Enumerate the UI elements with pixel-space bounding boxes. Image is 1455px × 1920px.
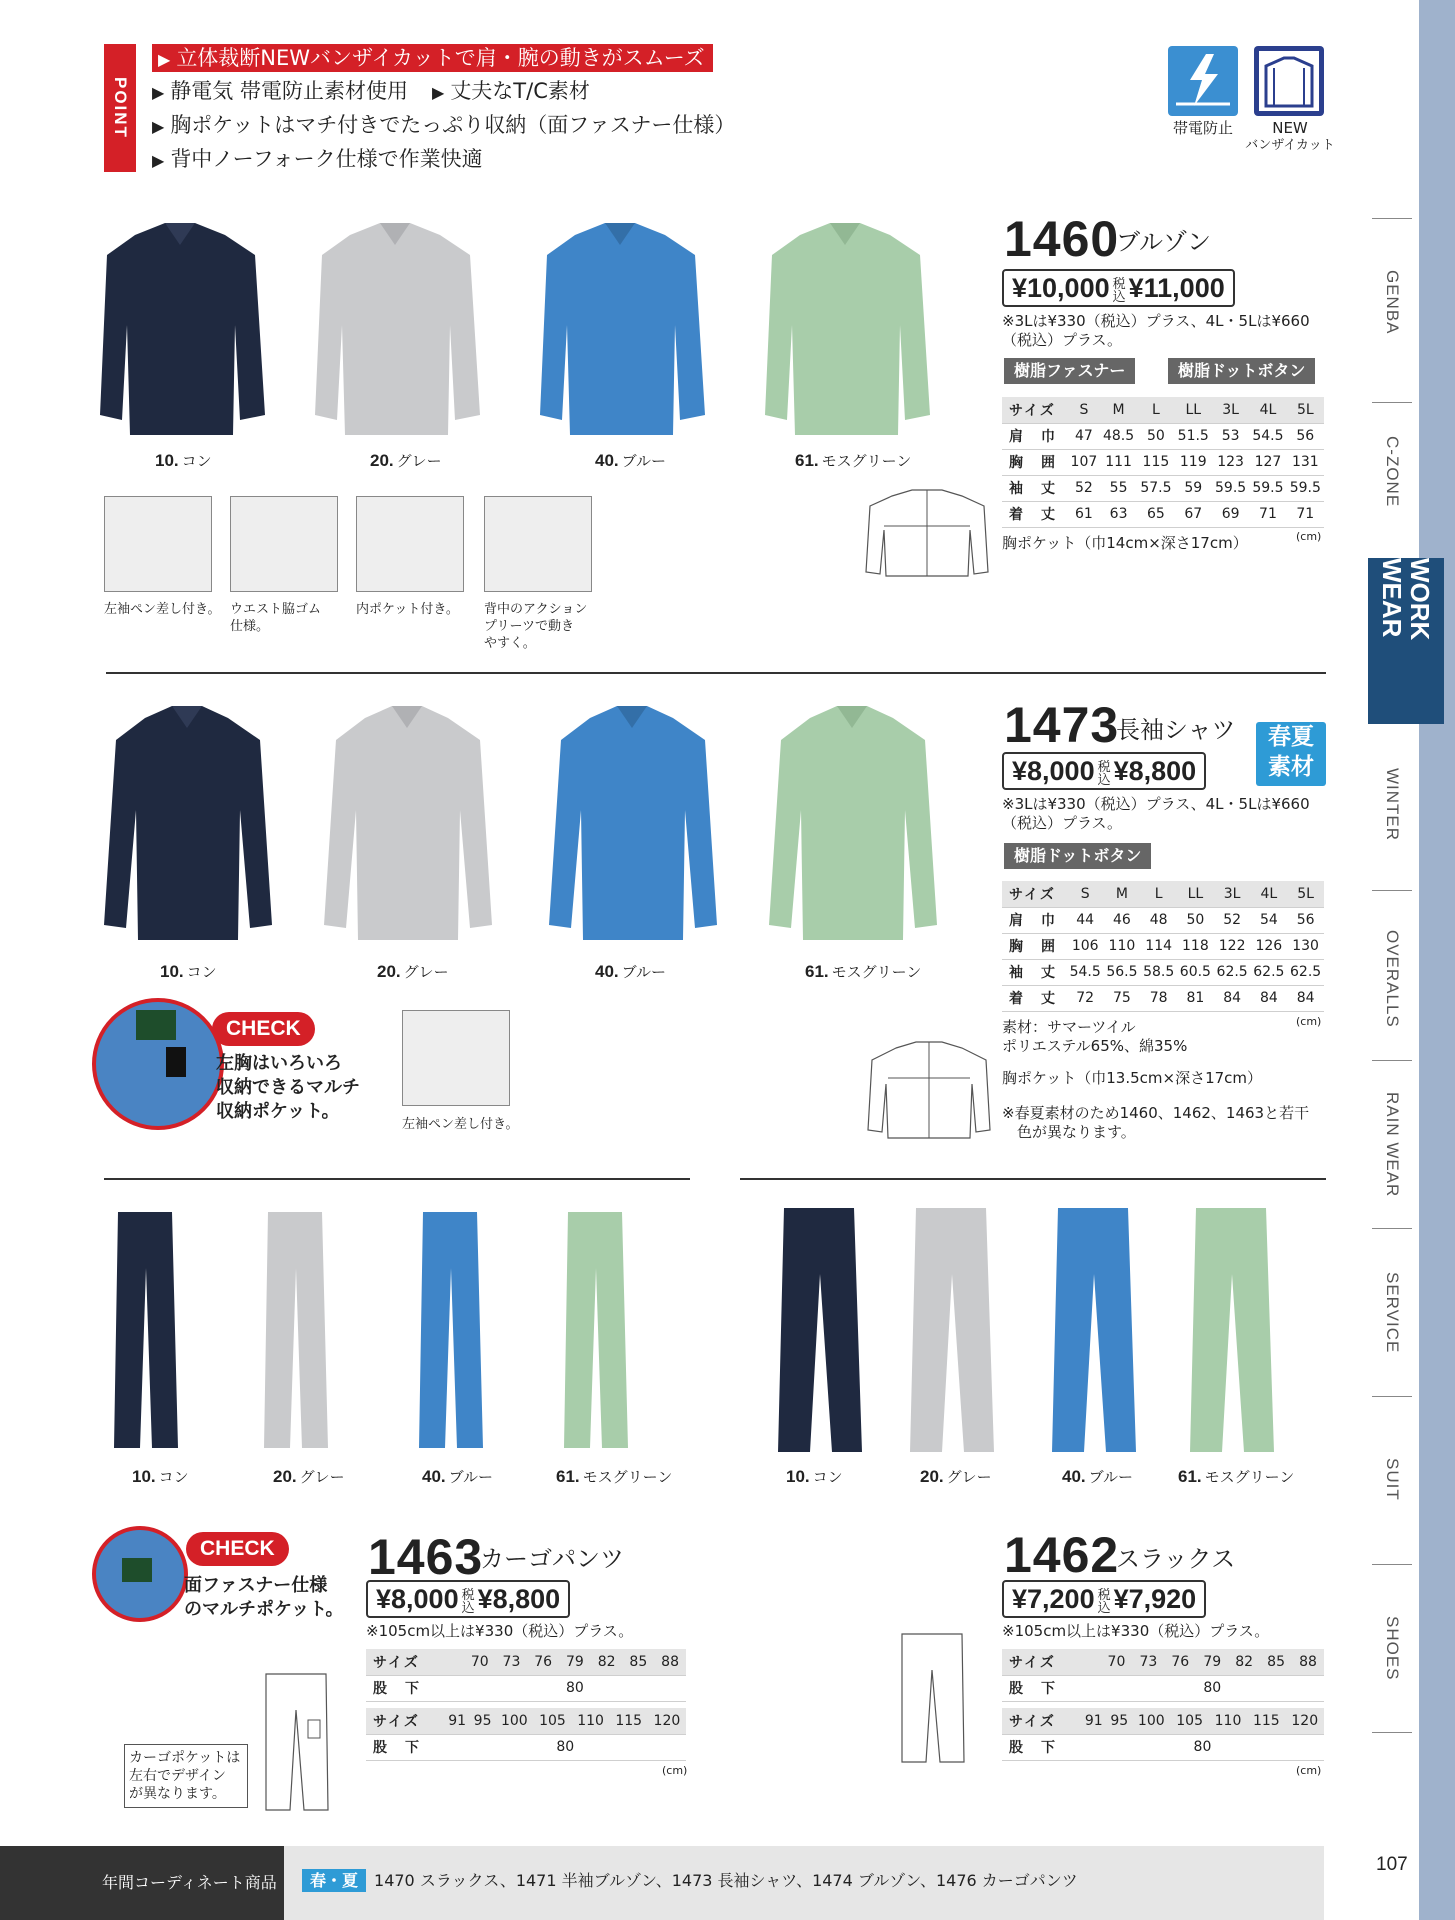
sidebar-stripe [1419,0,1455,1920]
sidebar-separator [1372,890,1412,891]
price-1463: ¥8,000 税 込 ¥8,800 [366,1580,570,1618]
sidebar-item-genba[interactable]: GENBA [1383,270,1402,335]
shirt-grey [324,706,492,940]
price-1473: ¥8,000 税 込 ¥8,800 [1002,752,1206,790]
sidebar-item-winter[interactable]: WINTER [1383,768,1402,842]
color-label-moss-1473: 61. モスグリーン [805,962,922,981]
size-table-1463-b: サイズ 91 95 100 105 110 115 120 股 下 80 [366,1708,686,1761]
detail-caption-4: 背中のアクション プリーツで動き やすく。 [484,602,588,651]
season-badge-1473: 春夏 素材 [1256,722,1326,786]
pocket-1460: 胸ポケット（巾14cm×深さ17cm） [1002,534,1248,552]
color-label-navy-1463: 10. コン [132,1467,189,1486]
pocket-1473: 胸ポケット（巾13.5cm×深さ17cm） [1002,1069,1263,1087]
slacks-moss [1190,1208,1274,1452]
detail-photo-back-pleat [484,496,592,592]
detail-photo-pen-slot [104,496,212,592]
tag-resin-dot-button-1473: 樹脂ドットボタン [1004,843,1151,869]
note-1473: ※3Lは¥330（税込）プラス、4L・5Lは¥660 （税込）プラス。 [1002,795,1310,832]
point-tab: POINT [104,44,136,172]
cargo-moss [564,1212,628,1448]
pants-1463-images [110,1208,700,1458]
check-label-1473: CHECK [212,1012,315,1046]
jacket-navy [100,223,265,435]
jacket-1460-images [95,215,945,450]
note-1462: ※105cm以上は¥330（税込）プラス。 [1002,1622,1270,1640]
pants-1462-images [770,1204,1330,1460]
color-label-moss: 61. モスグリーン [795,451,912,470]
shirt-line-drawing [864,1038,994,1142]
price-1462: ¥7,200 税 込 ¥7,920 [1002,1580,1206,1618]
material-1473: 素材：サマーツイル ポリエステル65%、綿35% [1002,1018,1188,1055]
detail-photo-waist [230,496,338,592]
note-1463: ※105cm以上は¥330（税込）プラス。 [366,1622,634,1640]
point-line-3: ▶ 胸ポケットはマチ付きでたっぷり収納（面ファスナー仕様） [152,113,736,137]
slacks-grey [910,1208,994,1452]
sidebar-item-suit[interactable]: SUIT [1383,1458,1402,1501]
tag-resin-dot-button: 樹脂ドットボタン [1168,358,1315,384]
sidebar-separator [1372,402,1412,403]
product-name-1473: 長袖シャツ [1116,716,1236,744]
detail-caption-3: 内ポケット付き。 [356,602,459,617]
cargo-grey [264,1212,328,1448]
price-1460: ¥10,000 税 込 ¥11,000 [1002,269,1235,307]
sidebar-item-rain-wear[interactable]: RAIN WEAR [1383,1092,1402,1198]
note-1460: ※3Lは¥330（税込）プラス、4L・5Lは¥660 （税込）プラス。 [1002,312,1310,349]
sidebar-separator [1372,1060,1412,1061]
check-photo-multi-pocket [92,1526,188,1622]
divider-2-right [740,1178,1326,1180]
size-table-1463-a: サイズ 70 73 76 79 82 85 88 股 下 80 [366,1649,686,1702]
shirt-moss [769,706,937,940]
detail-photo-inner-pocket [356,496,464,592]
detail-caption-1473: 左袖ペン差し付き。 [402,1117,519,1132]
size-table-1460: サイズ S M L LL 3L 4L 5L 肩 巾 47 48.5 50 51.5 53 54.5 56 胸 囲 107 111 115 119 123 127 131 袖 丈 52 55 57.5 59 59.5 59.5 59.5 着 丈 61 63 65 67 69 71 71 [1002,397,1324,528]
sidebar-separator [1372,1228,1412,1229]
point-line-4: ▶ 背中ノーフォーク仕様で作業快適 [152,147,483,171]
check-text-1473: 左胸はいろいろ 収納できるマルチ 収納ポケット。 [216,1053,360,1122]
slacks-navy [778,1208,862,1452]
sidebar-item-overalls[interactable]: OVERALLS [1383,930,1402,1028]
model-1463: 1463 [368,1529,484,1585]
cargo-blue [419,1212,483,1448]
slacks-blue [1052,1208,1136,1452]
jacket-grey [315,223,480,435]
product-name-1462: スラックス [1116,1545,1236,1573]
antistatic-icon [1168,46,1238,116]
color-label-navy-1473: 10. コン [160,962,217,981]
season-note-1473: ※春夏素材のため1460、1462、1463と若干 色が異なります。 [1002,1104,1310,1141]
sidebar-item-shoes[interactable]: SHOES [1383,1616,1402,1681]
jacket-moss [765,223,930,435]
color-label-moss-1463: 61. モスグリーン [556,1467,673,1486]
model-1462: 1462 [1004,1527,1120,1583]
divider-2-left [104,1178,690,1180]
color-label-moss-1462: 61. モスグリーン [1178,1467,1295,1486]
point-line-2: ▶ 静電気 帯電防止素材使用 ▶ 丈夫なT/C素材 [152,79,590,103]
color-label-blue-1463: 40. ブルー [422,1467,494,1486]
sidebar-separator [1372,1396,1412,1397]
banzai-cut-icon [1254,46,1324,116]
shirt-navy [104,706,272,940]
color-label-navy-1462: 10. コン [786,1467,843,1486]
sidebar-separator [1372,1564,1412,1565]
color-label-grey: 20. グレー [370,451,442,470]
product-name-1463: カーゴパンツ [480,1545,624,1573]
size-table-1462-a: サイズ 70 73 76 79 82 85 88 股 下 80 [1002,1649,1324,1702]
model-1460: 1460 [1004,211,1120,267]
detail-photo-pen-slot-1473 [402,1010,510,1106]
size-table-1462-b: サイズ 91 95 100 105 110 115 120 股 下 80 [1002,1708,1324,1761]
detail-caption-2: ウエスト脇ゴム 仕様。 [230,602,322,634]
cargo-note: カーゴポケットは 左右でデザイン が異なります。 [124,1744,248,1808]
shirt-blue [549,706,717,940]
color-label-grey-1463: 20. グレー [273,1467,345,1486]
cargo-line-drawing [262,1670,332,1815]
check-label-1463: CHECK [186,1532,289,1566]
point-line-1: ▶ 立体裁断NEWバンザイカットで肩・腕の動きがスムーズ [152,44,713,72]
unit-1460: (cm) [1296,530,1322,543]
unit-1462: (cm) [1296,1764,1322,1777]
check-text-1463: 面ファスナー仕様 のマルチポケット。 [184,1575,344,1620]
slacks-line-drawing [898,1630,968,1766]
color-label-blue: 40. ブルー [595,451,667,470]
divider-1 [106,672,1326,674]
color-label-navy: 10. コン [155,451,212,470]
tag-resin-zipper: 樹脂ファスナー [1004,358,1135,384]
sidebar-separator [1372,218,1412,219]
detail-caption-1: 左袖ペン差し付き。 [104,602,221,617]
footer-items: 春・夏 1470 スラックス、1471 半袖ブルゾン、1473 長袖シャツ、1474 ブルゾン、1476 カーゴパンツ [302,1868,1078,1891]
product-name-1460: ブルゾン [1116,228,1212,256]
check-photo-chest-pocket [92,998,224,1130]
antistatic-label: 帯電防止 [1172,119,1233,137]
sidebar-item-c-zone[interactable]: C-ZONE [1383,436,1402,508]
color-label-grey-1462: 20. グレー [920,1467,992,1486]
jacket-line-drawing [862,486,992,582]
unit-1463: (cm) [662,1764,688,1777]
color-label-grey-1473: 20. グレー [377,962,449,981]
cargo-navy [114,1212,178,1448]
color-label-blue-1473: 40. ブルー [595,962,667,981]
banzai-label: NEW バンザイカット [1245,119,1335,153]
footer-label: 年間コーディネート商品 [0,1846,284,1920]
jacket-blue [540,223,705,435]
model-1473: 1473 [1004,697,1120,753]
sidebar-item-work-wear[interactable]: WORK WEAR [1368,558,1444,724]
unit-1473: (cm) [1296,1015,1322,1028]
sidebar-separator [1372,1732,1412,1733]
sidebar-item-service[interactable]: SERVICE [1383,1272,1402,1354]
page-number: 107 [1376,1854,1408,1875]
size-table-1473: サイズ S M L LL 3L 4L 5L 肩 巾 44 46 48 50 52 54 56 胸 囲 106 110 114 118 122 126 130 袖 丈 54.5 56.5 58.5 60.5 62.5 62.5 62.5 着 丈 72 75 78 81 84 84 84 [1002,881,1324,1012]
color-label-blue-1462: 40. ブルー [1062,1467,1134,1486]
shirt-1473-images [100,700,950,950]
